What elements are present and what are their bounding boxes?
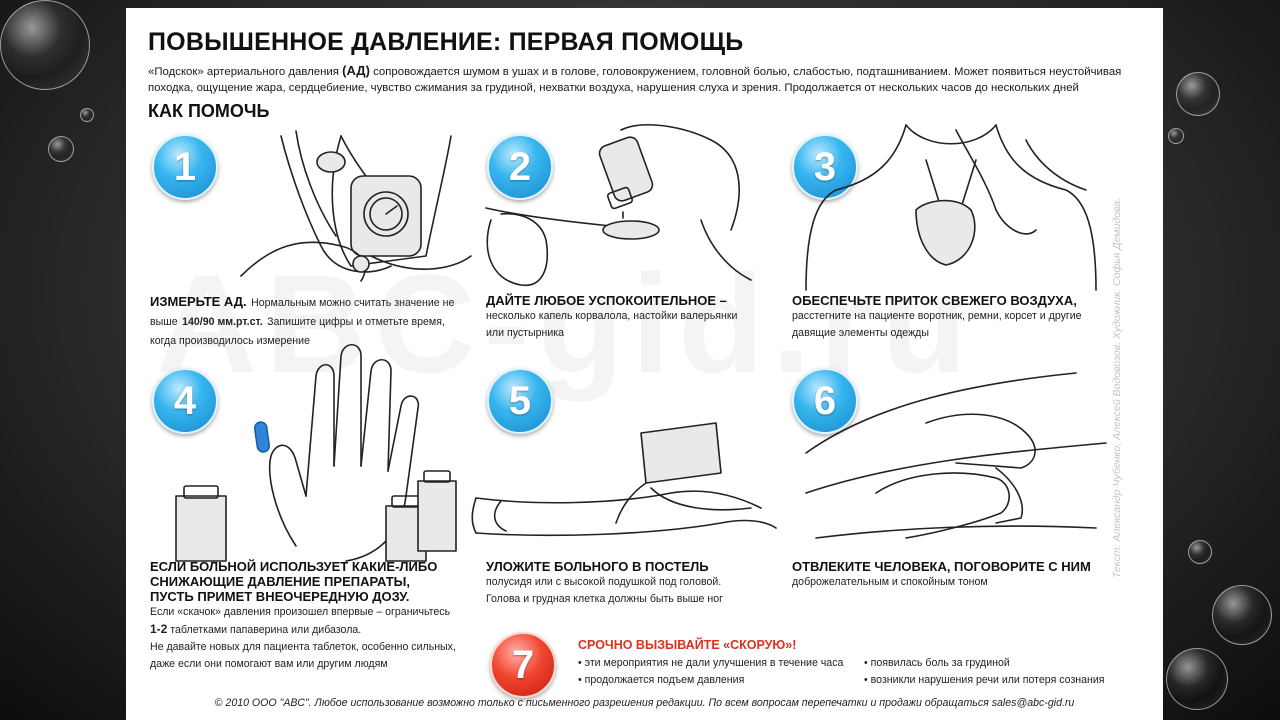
step-4-heading-line-3: ПУСТЬ ПРИМЕТ ВНЕОЧЕРЕДНУЮ ДОЗУ.: [150, 589, 410, 604]
background-bubble: [1168, 128, 1184, 144]
dose-value: 1-2: [150, 622, 168, 636]
normal-pressure-value: 140/90 мм.рт.ст.: [182, 316, 263, 328]
copyright-footer: © 2010 ООО "АВС". Любое использование возможно только с письменного разрешения редакции. По всем вопросам перепечатки и продажи обращаться sales@abc-gid.ru: [214, 697, 1075, 709]
list-item: • появилась боль за грудиной: [864, 655, 1124, 672]
background-bubble: [0, 0, 90, 90]
list-item: • эти мероприятия не дали улучшения в течение часа: [578, 655, 863, 672]
step-5-text: УЛОЖИТЕ БОЛЬНОГО В ПОСТЕЛЬ полусидя или с высокой подушкой под головой. Голова и грудная клетка должны быть выше ног: [486, 559, 786, 608]
urgent-heading: СРОЧНО ВЫЗЫВАЙТЕ «СКОРУЮ»!: [578, 638, 797, 652]
step-1-text: ИЗМЕРЬТЕ АД. Нормальным можно считать значение не выше 140/90 мм.рт.ст. Запишите цифры и отметьте время, когда производилось измерение: [150, 294, 455, 347]
step-2-heading: ДАЙТЕ ЛЮБОЕ УСПОКОИТЕЛЬНОЕ –: [486, 293, 727, 308]
background-bubble: [1188, 540, 1212, 564]
fresh-air-illustration: [796, 120, 1116, 290]
list-item: • продолжается подъем давления: [578, 672, 863, 689]
step-number-4: 4: [152, 368, 218, 434]
step-number-7: 7: [490, 632, 556, 698]
step-number-1: 1: [152, 134, 218, 200]
step-number-6: 6: [792, 368, 858, 434]
patient-in-bed-illustration: [471, 413, 781, 548]
step-number-5: 5: [487, 368, 553, 434]
first-aid-poster: [126, 8, 1163, 720]
step-4-heading-line-1: ЕСЛИ БОЛЬНОЙ ИСПОЛЬЗУЕТ КАКИЕ-ЛИБО: [150, 559, 438, 574]
urgent-list-right: [864, 655, 1124, 689]
step-3-heading: ОБЕСПЕЧЬТЕ ПРИТОК СВЕЖЕГО ВОЗДУХА,: [792, 293, 1077, 308]
background-bubble: [1176, 72, 1220, 116]
step-4-heading-line-2: СНИЖАЮЩИЕ ДАВЛЕНИЕ ПРЕПАРАТЫ,: [150, 574, 411, 589]
step-4-text: ЕСЛИ БОЛЬНОЙ ИСПОЛЬЗУЕТ КАКИЕ-ЛИБО СНИЖАЮЩИЕ ДАВЛЕНИЕ ПРЕПАРАТЫ, ПУСТЬ ПРИМЕТ ВНЕОЧЕРЕДНУЮ ДОЗУ. Если «скачок» давления произошел впервые – ограничьтесь 1-2 таблетками папаверина или дибазола. Не давайте новых для пациента таблеток, особенно сильных, даже если они помогают вам или другим людям: [150, 559, 475, 673]
sedative-drops-illustration: [481, 120, 751, 290]
step-5-heading: УЛОЖИТЕ БОЛЬНОГО В ПОСТЕЛЬ: [486, 559, 709, 574]
urgent-list-left: [578, 655, 863, 689]
background-bubble: [80, 108, 94, 122]
step-3-text: ОБЕСПЕЧЬТЕ ПРИТОК СВЕЖЕГО ВОЗДУХА, расстегните на пациенте воротник, ремни, корсет и другие давящие элементы одежды: [792, 293, 1112, 342]
background-bubble: [48, 136, 74, 162]
how-to-help-heading: КАК ПОМОЧЬ: [148, 101, 270, 121]
intro-text: «Подскок» артериального давления (АД) сопровождается шумом в ушах и в голове, головокружением, головной болью, слабостью, подташниванием. Может появиться неустойчивая походка, ощущение жара, сердцебиение, чувство сжимания за грудиной, нехватки воздуха, нарушения слуха и зрения. Продолжается от нескольких часов до нескольких дней: [148, 63, 1122, 94]
poster-title: ПОВЫШЕННОЕ ДАВЛЕНИЕ: ПЕРВАЯ ПОМОЩЬ: [148, 28, 744, 56]
blood-pressure-measurement-illustration: [221, 126, 471, 286]
credits-vertical: Текст: Александр Чубенко, Алексей Водовозов. Художник: Софья Демидова.: [1111, 197, 1123, 579]
list-item: • возникли нарушения речи или потеря сознания: [864, 672, 1124, 689]
step-2-text: ДАЙТЕ ЛЮБОЕ УСПОКОИТЕЛЬНОЕ – несколько капель корвалола, настойки валерьянки или пустырника: [486, 293, 786, 342]
step-6-text: ОТВЛЕКИТЕ ЧЕЛОВЕКА, ПОГОВОРИТЕ С НИМ доброжелательным и спокойным тоном: [792, 559, 1112, 591]
medication-illustration: [156, 346, 466, 561]
step-1-heading: ИЗМЕРЬТЕ АД.: [150, 294, 247, 309]
step-6-heading: ОТВЛЕКИТЕ ЧЕЛОВЕКА, ПОГОВОРИТЕ С НИМ: [792, 559, 1091, 574]
background-bubble: [1166, 648, 1228, 710]
reassurance-illustration: [796, 363, 1116, 553]
background-bubble: [1212, 585, 1272, 645]
step-number-3: 3: [792, 134, 858, 200]
step-number-2: 2: [487, 134, 553, 200]
